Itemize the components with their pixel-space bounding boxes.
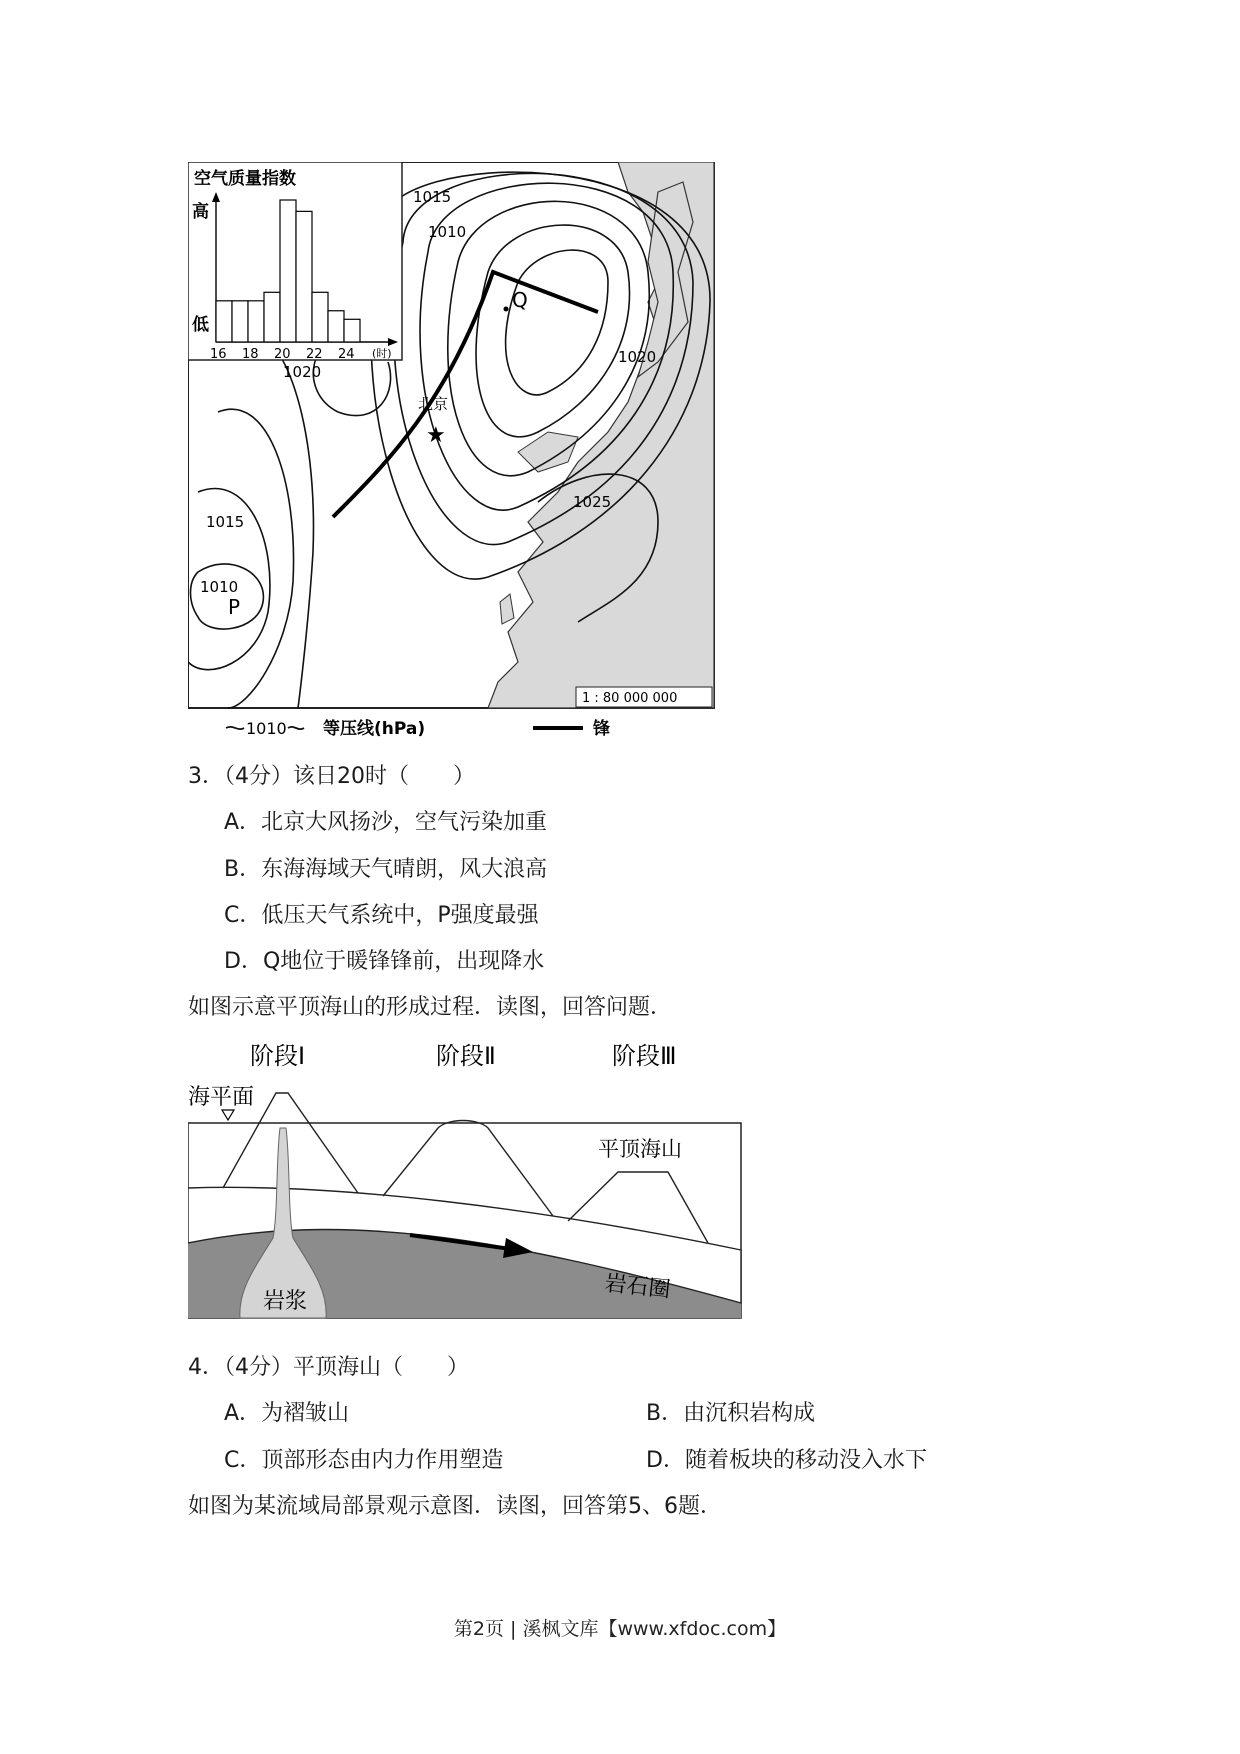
isobar-label: 1020	[618, 348, 657, 366]
inset-title: 空气质量指数	[194, 169, 296, 189]
weather-map-figure	[188, 162, 718, 737]
inset-bar-21	[296, 211, 312, 342]
legend-isobar-label: 等压线(hPa)	[323, 719, 426, 737]
legend-isobar-swatch	[226, 727, 244, 729]
inset-x-tick-20: 20	[274, 347, 291, 362]
inset-bar-18	[248, 301, 264, 342]
flat-top-label: 平顶海山	[598, 1137, 682, 1161]
q-point-dot	[504, 307, 509, 312]
seamount-svg	[188, 1038, 744, 1320]
sea-level-triangle-icon	[222, 1110, 234, 1120]
inset-x-tick-16: 16	[210, 347, 227, 362]
sea-level-label: 海平面	[188, 1085, 255, 1110]
inset-y-high: 高	[192, 202, 209, 222]
q3-option-d[interactable]: D．Q地位于暖锋锋前，出现降水	[224, 949, 545, 974]
isobar-label: 1020	[283, 363, 322, 381]
q3-option-c[interactable]: C．低压天气系统中，P强度最强	[224, 903, 539, 928]
q3-stem: 3．（4分）该日20时（ ）	[188, 764, 475, 789]
inset-bar-24	[344, 319, 360, 342]
isobar-label: 1015	[206, 513, 245, 531]
inset-x-tick-24: 24	[338, 347, 355, 362]
inset-x-tick-18: 18	[242, 347, 259, 362]
stage-2-label: 阶段Ⅱ	[436, 1042, 496, 1070]
isobar-label: 1015	[413, 188, 452, 206]
isobar-label: 1010	[428, 223, 467, 241]
q3-option-b[interactable]: B．东海海域天气晴朗，风大浪高	[224, 857, 548, 882]
inset-bar-16	[216, 301, 232, 342]
inset-y-low: 低	[192, 315, 209, 335]
inset-bar-22	[312, 292, 328, 342]
stage-3-label: 阶段Ⅲ	[612, 1042, 677, 1070]
legend-isobar-swatch-end	[288, 727, 304, 729]
q4-option-c[interactable]: C．顶部形态由内力作用塑造	[224, 1448, 504, 1473]
seamount-figure	[188, 1038, 744, 1320]
q4-option-b[interactable]: B．由沉积岩构成	[646, 1401, 816, 1426]
stage-1-label: 阶段Ⅰ	[250, 1042, 306, 1070]
q4-option-d[interactable]: D．随着板块的移动没入水下	[646, 1448, 927, 1473]
inset-x-tick-22: 22	[306, 347, 323, 362]
intro-seamount: 如图示意平顶海山的形成过程．读图，回答问题．	[188, 995, 673, 1020]
p-point-label: P	[228, 595, 241, 619]
q4-option-a[interactable]: A．为褶皱山	[224, 1401, 350, 1426]
inset-bar-17	[232, 301, 248, 342]
q4-stem: 4．（4分）平顶海山（ ）	[188, 1355, 469, 1380]
q-point-label: Q	[512, 288, 528, 312]
magma-label: 岩浆	[263, 1289, 308, 1314]
page-footer: 第2页 | 溪枫文库【www.xfdoc.com】	[453, 1618, 787, 1640]
isobar-label: 1010	[200, 578, 239, 596]
inset-bar-23	[328, 311, 344, 342]
beijing-label: 北京	[418, 395, 449, 413]
scale-label: 1 : 80 000 000	[582, 691, 678, 706]
legend-isobar-sample: 1010	[246, 719, 287, 737]
intro-watershed: 如图为某流域局部景观示意图．读图，回答第5、6题．	[188, 1494, 722, 1519]
inset-bar-20	[280, 200, 296, 342]
inset-bar-19	[264, 292, 280, 342]
lithosphere-label: 岩石圈	[603, 1271, 672, 1303]
legend-front-label: 锋	[593, 719, 610, 737]
isobar-label: 1025	[573, 493, 612, 511]
q3-option-a[interactable]: A．北京大风扬沙，空气污染加重	[224, 810, 548, 835]
air-quality-inset-chart	[188, 162, 406, 362]
inset-x-unit: (时)	[372, 347, 392, 360]
beijing-star-icon: ★	[426, 423, 446, 448]
